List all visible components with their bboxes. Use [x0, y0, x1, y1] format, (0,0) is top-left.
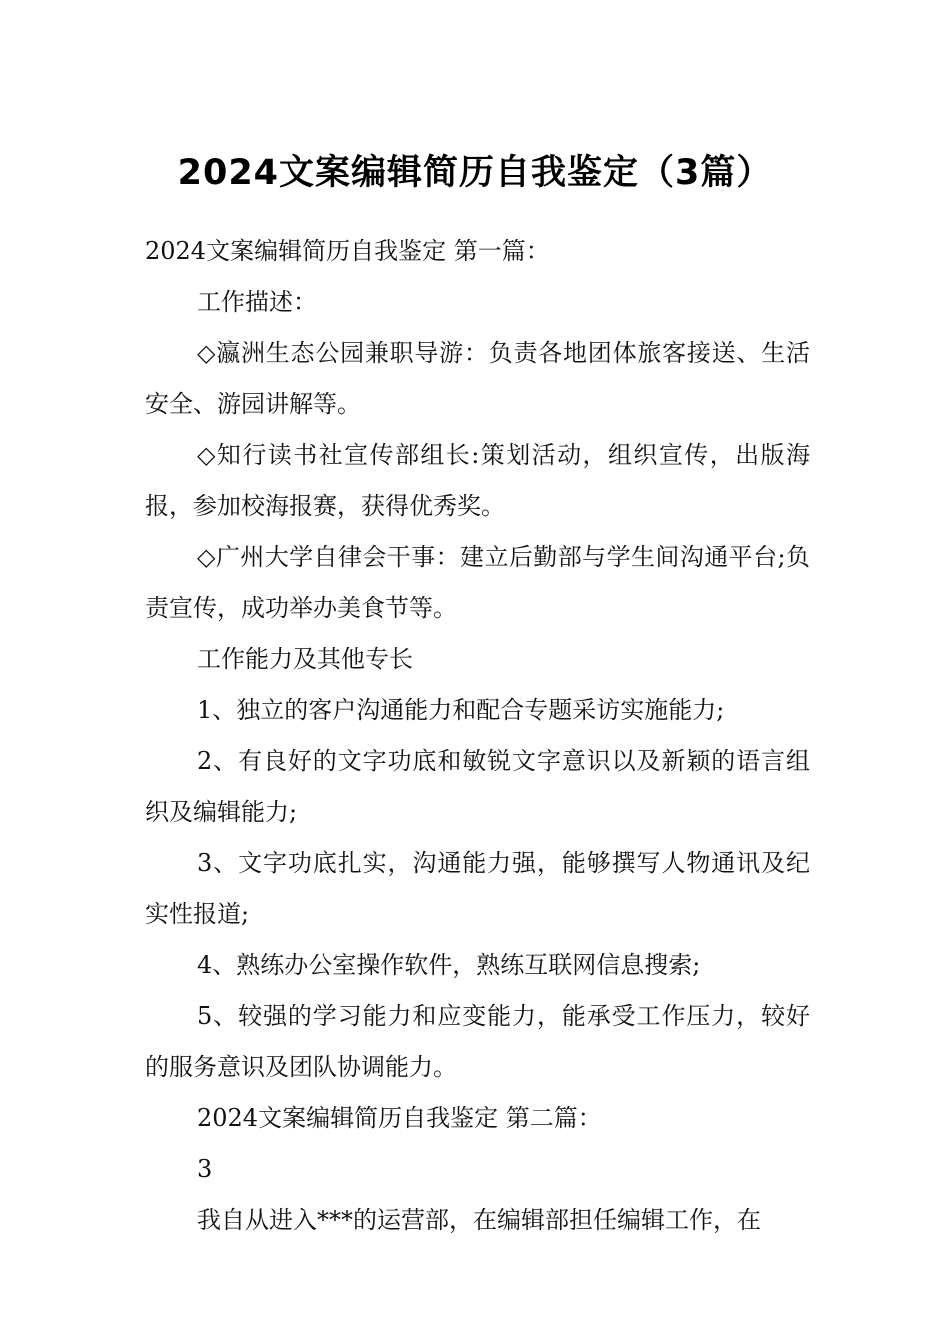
subheading-abilities: 工作能力及其他专长 — [197, 645, 413, 673]
paragraph-job-3: ◇广州大学自律会干事：建立后勤部与学生间沟通平台;负责宣传，成功举办美食节等。 — [145, 543, 810, 622]
paragraph-intro-2: 我自从进入***的运营部，在编辑部担任编辑工作，在 — [197, 1206, 761, 1234]
section-heading-1: 2024文案编辑简历自我鉴定 第一篇： — [145, 237, 550, 265]
paragraph-job-1: ◇瀛洲生态公园兼职导游：负责各地团体旅客接送、生活安全、游园讲解等。 — [145, 339, 810, 418]
document-title: 2024文案编辑简历自我鉴定（3篇） — [177, 153, 773, 194]
paragraph-ability-2: 2、有良好的文字功底和敏锐文字意识以及新颖的语言组织及编辑能力; — [145, 747, 810, 826]
subheading-job-description: 工作描述： — [197, 288, 317, 316]
paragraph-job-2: ◇知行读书社宣传部组长:策划活动，组织宣传，出版海报，参加校海报赛，获得优秀奖。 — [145, 441, 810, 520]
paragraph-ability-5: 5、较强的学习能力和应变能力，能承受工作压力，较好的服务意识及团队协调能力。 — [145, 1002, 810, 1081]
document-body — [145, 226, 810, 1246]
section-heading-2: 2024文案编辑简历自我鉴定 第二篇： — [197, 1104, 602, 1132]
page-number-text: 3 — [197, 1155, 213, 1183]
paragraph-ability-3: 3、文字功底扎实，沟通能力强，能够撰写人物通讯及纪实性报道; — [145, 849, 810, 928]
paragraph-ability-4: 4、熟练办公室操作软件，熟练互联网信息搜索; — [197, 951, 701, 979]
paragraph-ability-1: 1、独立的客户沟通能力和配合专题采访实施能力; — [197, 696, 725, 724]
